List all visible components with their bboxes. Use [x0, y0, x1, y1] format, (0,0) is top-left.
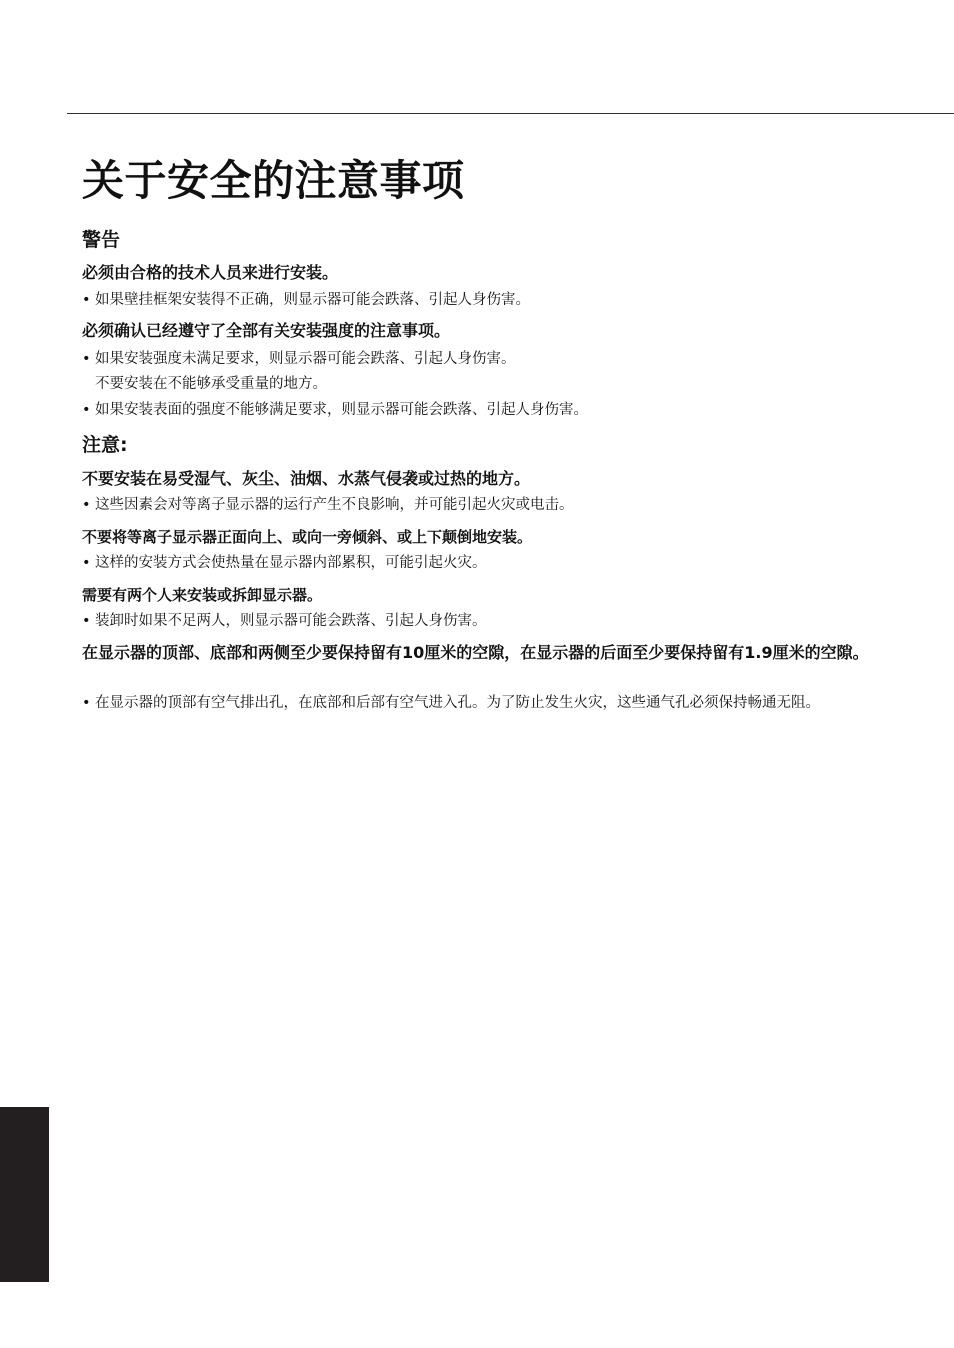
caution-bullet-1: • 这些因素会对等离子显示器的运行产生不良影响，并可能引起火灾或电击。 [82, 495, 574, 515]
warning-bullet-3: • 如果安装表面的强度不能够满足要求，则显示器可能会跌落、引起人身伤害。 [82, 400, 588, 420]
warning-bullet-2: • 如果安装强度未满足要求，则显示器可能会跌落、引起人身伤害。 [82, 349, 516, 369]
caution-bullet-2: • 这样的安装方式会使热量在显示器内部累积，可能引起火灾。 [82, 553, 487, 573]
warning-section-title: 警告 [82, 229, 121, 251]
side-tab-marker [0, 1107, 49, 1282]
page-title: 关于安全的注意事项 [82, 156, 465, 205]
caution-bullet-4: • 在显示器的顶部有空气排出孔，在底部和后部有空气进入孔。为了防止发生火灾，这些通气孔必须保持畅通无阻。 [82, 690, 885, 717]
caution-section-title: 注意: [82, 434, 128, 456]
caution-heading-3: 需要有两个人来安装或拆卸显示器。 [82, 586, 323, 604]
warning-heading-2: 必须确认已经遵守了全部有关安装强度的注意事项。 [82, 321, 451, 340]
warning-bullet-1: • 如果壁挂框架安装得不正确，则显示器可能会跌落、引起人身伤害。 [82, 290, 530, 310]
caution-heading-2: 不要将等离子显示器正面向上、或向一旁倾斜、或上下颠倒地安装。 [82, 528, 533, 546]
caution-heading-4: 在显示器的顶部、底部和两侧至少要保持留有10厘米的空隙，在显示器的后面至少要保持留有1.9厘米的空隙。 [82, 643, 869, 662]
caution-heading-1: 不要安装在易受湿气、灰尘、油烟、水蒸气侵袭或过热的地方。 [82, 469, 531, 488]
warning-heading-1: 必须由合格的技术人员来进行安装。 [82, 263, 339, 282]
warning-continuation: 不要安装在不能够承受重量的地方。 [95, 376, 327, 392]
caution-bullet-3: • 装卸时如果不足两人，则显示器可能会跌落、引起人身伤害。 [82, 611, 487, 631]
top-rule [67, 113, 954, 114]
